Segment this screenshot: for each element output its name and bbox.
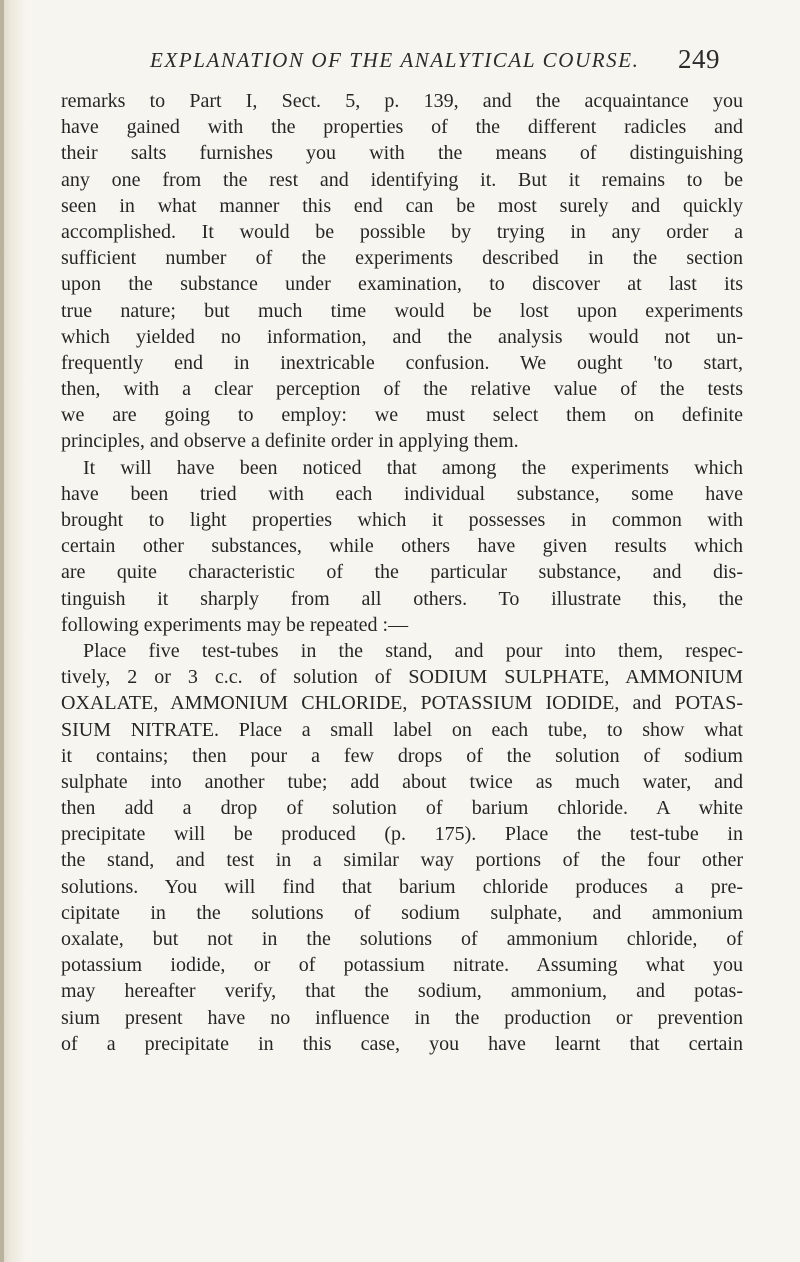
running-head-title: EXPLANATION OF THE ANALYTICAL COURSE. — [150, 48, 640, 72]
text-line: potassium iodide, or of potassium nitrate. Assuming what you — [61, 954, 743, 977]
text-line: tinguish it sharply from all others. To illustrate this, the — [61, 587, 743, 610]
text-line: of a precipitate in this case, you have learnt that certain — [61, 1032, 743, 1055]
text-line: brought to light properties which it possesses in common with — [61, 509, 743, 531]
body-text — [61, 88, 743, 1057]
text-line: then, with a clear perception of the relative value of the tests — [61, 378, 743, 401]
text-line: OXALATE, AMMONIUM CHLORIDE, POTASSIUM IODIDE, and POTAS- — [61, 692, 743, 715]
text-line: principles, and observe a definite order in applying them. — [61, 430, 519, 453]
text-line: the stand, and test in a similar way portions of the four other — [61, 849, 743, 872]
text-line: may hereafter verify, that the sodium, ammonium, and potas- — [61, 980, 743, 1003]
page-number: 249 — [678, 44, 720, 74]
text-line: have been tried with each individual substance, some have — [61, 482, 743, 505]
text-line: solutions. You will find that barium chloride produces a pre- — [61, 875, 743, 898]
text-line: precipitate will be produced (p. 175). Place the test-tube in — [61, 823, 743, 846]
text-line: true nature; but much time would be lost upon experiments — [61, 299, 743, 322]
text-line: sium present have no influence in the production or prevention — [61, 1006, 743, 1029]
text-line: frequently end in inextricable confusion. We ought 'to start, — [61, 351, 743, 374]
text-line: oxalate, but not in the solutions of ammonium chloride, of — [61, 928, 743, 950]
text-line: which yielded no information, and the analysis would not un- — [61, 325, 743, 348]
page-binding-edge — [0, 0, 26, 1262]
text-line: certain other substances, while others have given results which — [61, 535, 743, 558]
text-line: have gained with the properties of the different radicles and — [61, 116, 743, 139]
text-line: we are going to employ: we must select them on definite — [61, 404, 743, 427]
text-line: sufficient number of the experiments described in the section — [61, 247, 743, 270]
text-line: then add a drop of solution of barium chloride. A white — [61, 797, 743, 820]
text-line: it contains; then pour a few drops of the solution of sodium — [61, 744, 743, 767]
running-head — [150, 44, 720, 76]
paragraph-first-line: Place five test-tubes in the stand, and pour into them, respec- — [83, 639, 743, 662]
text-line: SIUM NITRATE. Place a small label on each tube, to show what — [61, 718, 743, 741]
text-line: their salts furnishes you with the means of distinguishing — [61, 142, 743, 165]
text-line: upon the substance under examination, to discover at last its — [61, 273, 743, 296]
text-line: are quite characteristic of the particular substance, and dis- — [61, 561, 743, 584]
text-line: tively, 2 or 3 c.c. of solution of SODIUM SULPHATE, AMMONIUM — [61, 666, 743, 689]
text-line: sulphate into another tube; add about twice as much water, and — [61, 770, 743, 793]
text-line: accomplished. It would be possible by trying in any order a — [61, 220, 743, 243]
text-line: seen in what manner this end can be most surely and quickly — [61, 194, 743, 217]
text-line: any one from the rest and identifying it. But it remains to be — [61, 168, 743, 191]
text-line: following experiments may be repeated :— — [61, 613, 409, 636]
text-line: cipitate in the solutions of sodium sulphate, and ammonium — [61, 901, 743, 924]
text-line: remarks to Part I, Sect. 5, p. 139, and the acquaintance you — [61, 90, 743, 112]
paragraph-first-line: It will have been noticed that among the experiments which — [83, 456, 743, 479]
